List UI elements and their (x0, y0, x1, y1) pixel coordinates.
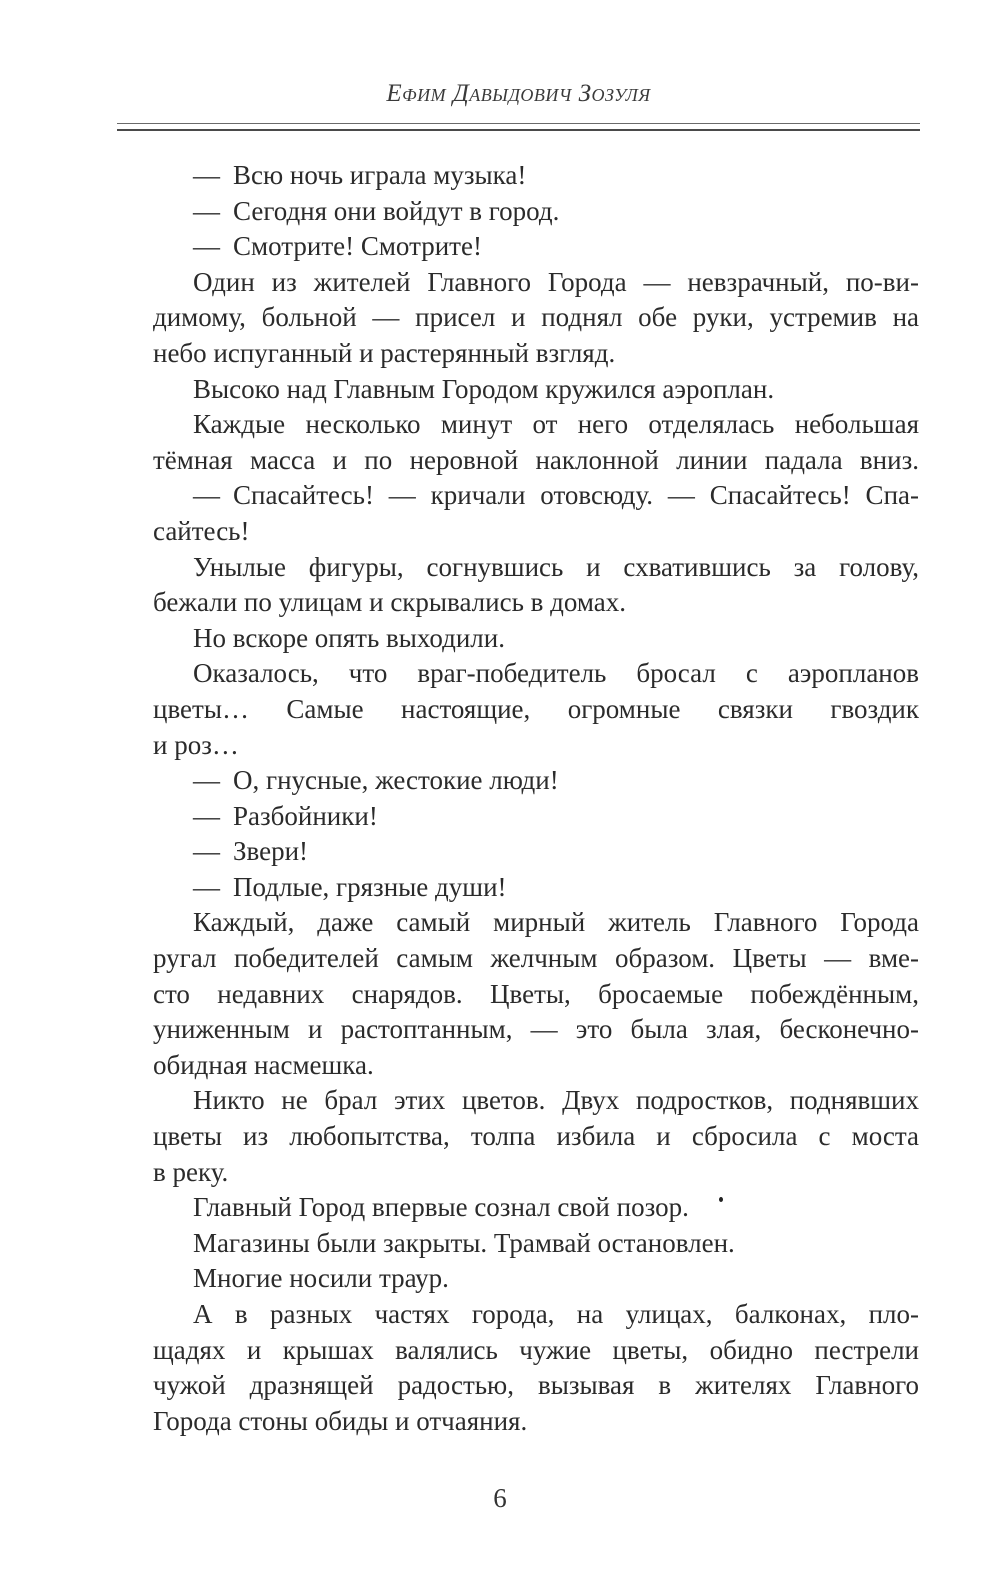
line-text: Всю ночь играла музыка! (233, 160, 527, 190)
dialogue-line (153, 834, 919, 870)
paragraph-line: в реку. (153, 1156, 229, 1187)
dialogue-line (153, 194, 919, 230)
paragraph-line: бежали по улицам и скрывались в домах. (153, 587, 627, 618)
paragraph-line: сто недавних снарядов. Цветы, бросаемые побеждённым, (153, 978, 919, 1009)
paragraph-line: обидная насмешка. (153, 1049, 374, 1080)
paragraph-line: чужой дразнящей радостью, вызывая в жителях Главного (153, 1370, 919, 1401)
paragraph-first-line: Главный Город впервые сознал свой позор. (193, 1192, 689, 1223)
scan-speck (719, 1197, 723, 1202)
paragraph-first-line: Высоко над Главным Городом кружился аэроплан. (193, 373, 775, 404)
paragraph-line: униженным и растоптанным, — это была злая, бесконечно- (153, 1014, 919, 1045)
em-dash: — (193, 480, 220, 511)
paragraph-line: тёмная масса и по неровной наклонной линии падала вниз. (153, 444, 919, 475)
header-rule-top (117, 123, 920, 124)
em-dash: — (193, 231, 220, 262)
running-head-author: Ефим Давыдович Зозуля (386, 80, 651, 107)
paragraph-first-line: Магазины были закрыты. Трамвай остановлен. (193, 1227, 735, 1258)
paragraph-line: димому, больной — присел и поднял обе руки, устремив на (153, 302, 919, 333)
page-number: 6 (493, 1483, 507, 1513)
paragraph-first-line: Никто не брал этих цветов. Двух подростков, поднявших (193, 1085, 919, 1116)
dialogue-line (153, 763, 919, 799)
line-text: Звери! (233, 836, 309, 867)
em-dash: — (193, 871, 220, 902)
paragraph-first-line: Оказалось, что враг-победитель бросал с аэропланов (193, 658, 919, 689)
paragraph-first-line: Один из жителей Главного Города — невзрачный, по-ви- (193, 266, 919, 297)
em-dash: — (193, 800, 220, 831)
line-text: Подлые, грязные души! (233, 871, 507, 902)
paragraph-line: щадях и крышах валялись чужие цветы, обидно пестрели (153, 1334, 919, 1365)
dialogue-line (153, 799, 919, 835)
dialogue-line (153, 870, 919, 906)
dialogue-line (153, 478, 919, 514)
paragraph-line: цветы из любопытства, толпа избила и сбросила с моста (153, 1121, 919, 1152)
paragraph-first-line: Но вскоре опять выходили. (193, 622, 505, 653)
paragraph-first-line: Многие носили траур. (193, 1263, 449, 1294)
em-dash: — (193, 836, 220, 867)
paragraph-line: цветы… Самые настоящие, огромные связки гвоздик (153, 693, 919, 724)
dialogue-line (153, 229, 919, 265)
page-body-text (153, 158, 919, 1439)
dialogue-line (153, 158, 919, 194)
em-dash: — (193, 160, 220, 190)
paragraph-line: сайтесь! (153, 515, 250, 546)
paragraph-first-line: А в разных частях города, на улицах, балконах, пло- (193, 1299, 919, 1329)
paragraph-line: ругал победителей самым желчным образом. Цветы — вме- (153, 943, 919, 974)
em-dash: — (193, 765, 220, 796)
em-dash: — (193, 195, 220, 226)
paragraph-first-line: Каждые несколько минут от него отделялась небольшая (193, 409, 919, 440)
paragraph-line: и роз… (153, 729, 239, 760)
line-text: Сегодня они войдут в город. (233, 195, 560, 226)
paragraph-line: Города стоны обиды и отчаяния. (153, 1405, 528, 1436)
line-text: Спасайтесь! — кричали отовсюду. — Спасайтесь! Спа- (233, 480, 919, 511)
paragraph-first-line: Унылые фигуры, согнувшись и схватившись за голову, (193, 551, 919, 582)
paragraph-first-line: Каждый, даже самый мирный житель Главного Города (193, 907, 919, 938)
header-rule-bottom (117, 129, 920, 131)
line-text: Разбойники! (233, 800, 378, 831)
line-text: О, гнусные, жестокие люди! (233, 765, 559, 796)
line-text: Смотрите! Смотрите! (233, 231, 482, 262)
paragraph-line: небо испуганный и растерянный взгляд. (153, 337, 616, 368)
